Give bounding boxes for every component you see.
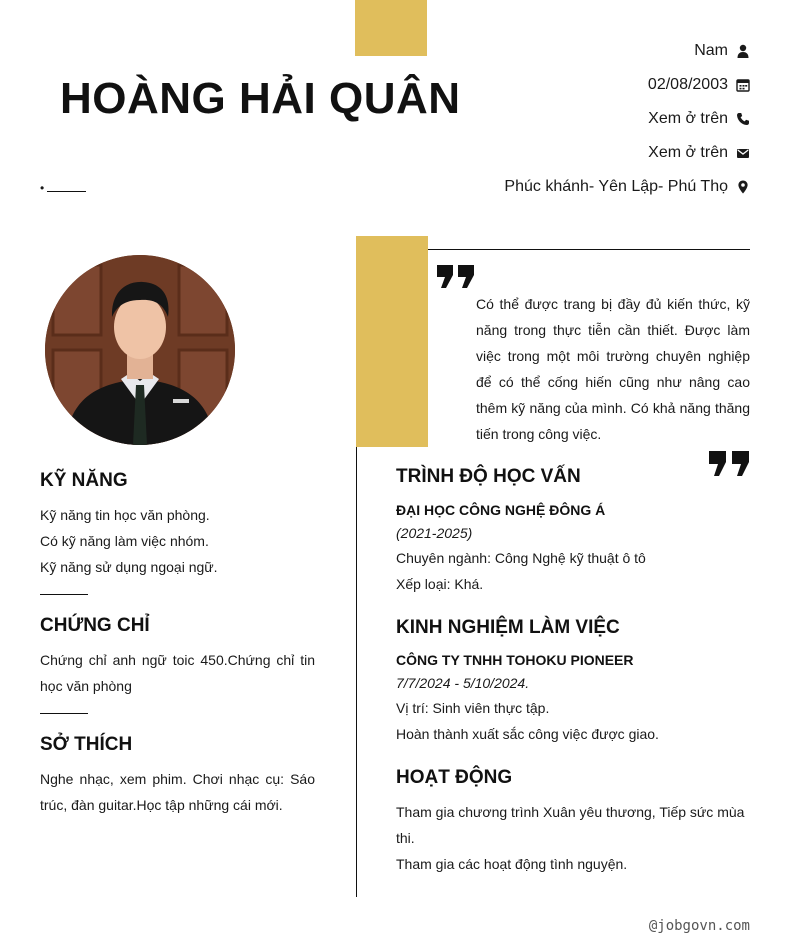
phone-text: Xem ở trên	[648, 110, 728, 127]
address-text: Phúc khánh- Yên Lập- Phú Thọ	[504, 178, 728, 195]
skills-item-3: Kỹ năng sử dụng ngoại ngữ.	[40, 559, 218, 575]
name-dot: •	[40, 181, 45, 195]
contact-phone	[648, 110, 750, 128]
experience-result: Hoàn thành xuất sắc công việc được giao.	[396, 726, 659, 742]
experience-position: Vị trí: Sinh viên thực tập.	[396, 700, 550, 716]
hobbies-text: Nghe nhạc, xem phim. Chơi nhạc cụ: Sáo trúc, đàn guitar.Học tập những cái mới.	[40, 771, 315, 813]
quote-close-icon	[709, 451, 750, 482]
contact-email	[648, 144, 750, 162]
experience-company: CÔNG TY TNHH TOHOKU PIONEER	[396, 652, 634, 668]
skills-item-2: Có kỹ năng làm việc nhóm.	[40, 533, 209, 549]
quote-open-icon	[437, 265, 475, 294]
email-text: Xem ở trên	[648, 144, 728, 161]
objective-top-rule	[428, 249, 750, 250]
gender-text: Nam	[694, 42, 728, 59]
education-title: TRÌNH ĐỘ HỌC VẤN	[396, 466, 581, 487]
watermark: @jobgovn.com	[648, 918, 750, 934]
skills-item-1: Kỹ năng tin học văn phòng.	[40, 507, 210, 523]
hobbies-title: SỞ THÍCH	[40, 734, 133, 755]
accent-block-middle	[356, 236, 428, 447]
accent-block-top	[355, 0, 427, 56]
skills-title: KỸ NĂNG	[40, 470, 128, 491]
objective-text: Có thể được trang bị đầy đủ kiến thức, kỹ năng trong thực tiễn cần thiết. Được làm việc trong một môi trường chuyên nghiệp để có thể cống hiến cũng như nâng cao thêm kỹ năng của mình. Có khả năng thăng tiến trong công việc.	[476, 296, 750, 442]
birthday-text: 02/08/2003	[647, 76, 728, 93]
education-major: Chuyên ngành: Công Nghệ kỹ thuật ô tô	[396, 550, 646, 566]
candidate-name: HOÀNG HẢI QUÂN	[60, 74, 461, 123]
experience-title: KINH NGHIỆM LÀM VIỆC	[396, 617, 620, 638]
education-period: (2021-2025)	[396, 525, 473, 541]
education-school: ĐẠI HỌC CÔNG NGHỆ ĐÔNG Á	[396, 502, 606, 518]
activities-item-1: Tham gia chương trình Xuân yêu thương, Tiếp sức mùa thi.	[396, 804, 745, 846]
person-icon	[736, 44, 750, 58]
column-divider	[356, 447, 357, 897]
phone-icon	[736, 112, 750, 126]
calendar-icon	[736, 78, 750, 92]
contact-address	[504, 178, 750, 196]
name-underline	[47, 191, 86, 192]
contact-gender	[694, 42, 750, 60]
certificates-text: Chứng chỉ anh ngữ toic 450.Chứng chỉ tin học văn phòng	[40, 652, 315, 694]
contact-birthday	[648, 76, 750, 94]
avatar	[45, 255, 235, 445]
activities-item-2: Tham gia các hoạt động tình nguyện.	[396, 856, 628, 872]
location-icon	[736, 180, 750, 194]
experience-period: 7/7/2024 - 5/10/2024.	[396, 675, 530, 691]
mail-icon	[736, 146, 750, 160]
activities-title: HOẠT ĐỘNG	[396, 767, 513, 788]
certificates-title: CHỨNG CHỈ	[40, 615, 150, 636]
skills-divider	[40, 594, 88, 595]
education-rank: Xếp loại: Khá.	[396, 576, 484, 592]
certificates-divider	[40, 713, 88, 714]
